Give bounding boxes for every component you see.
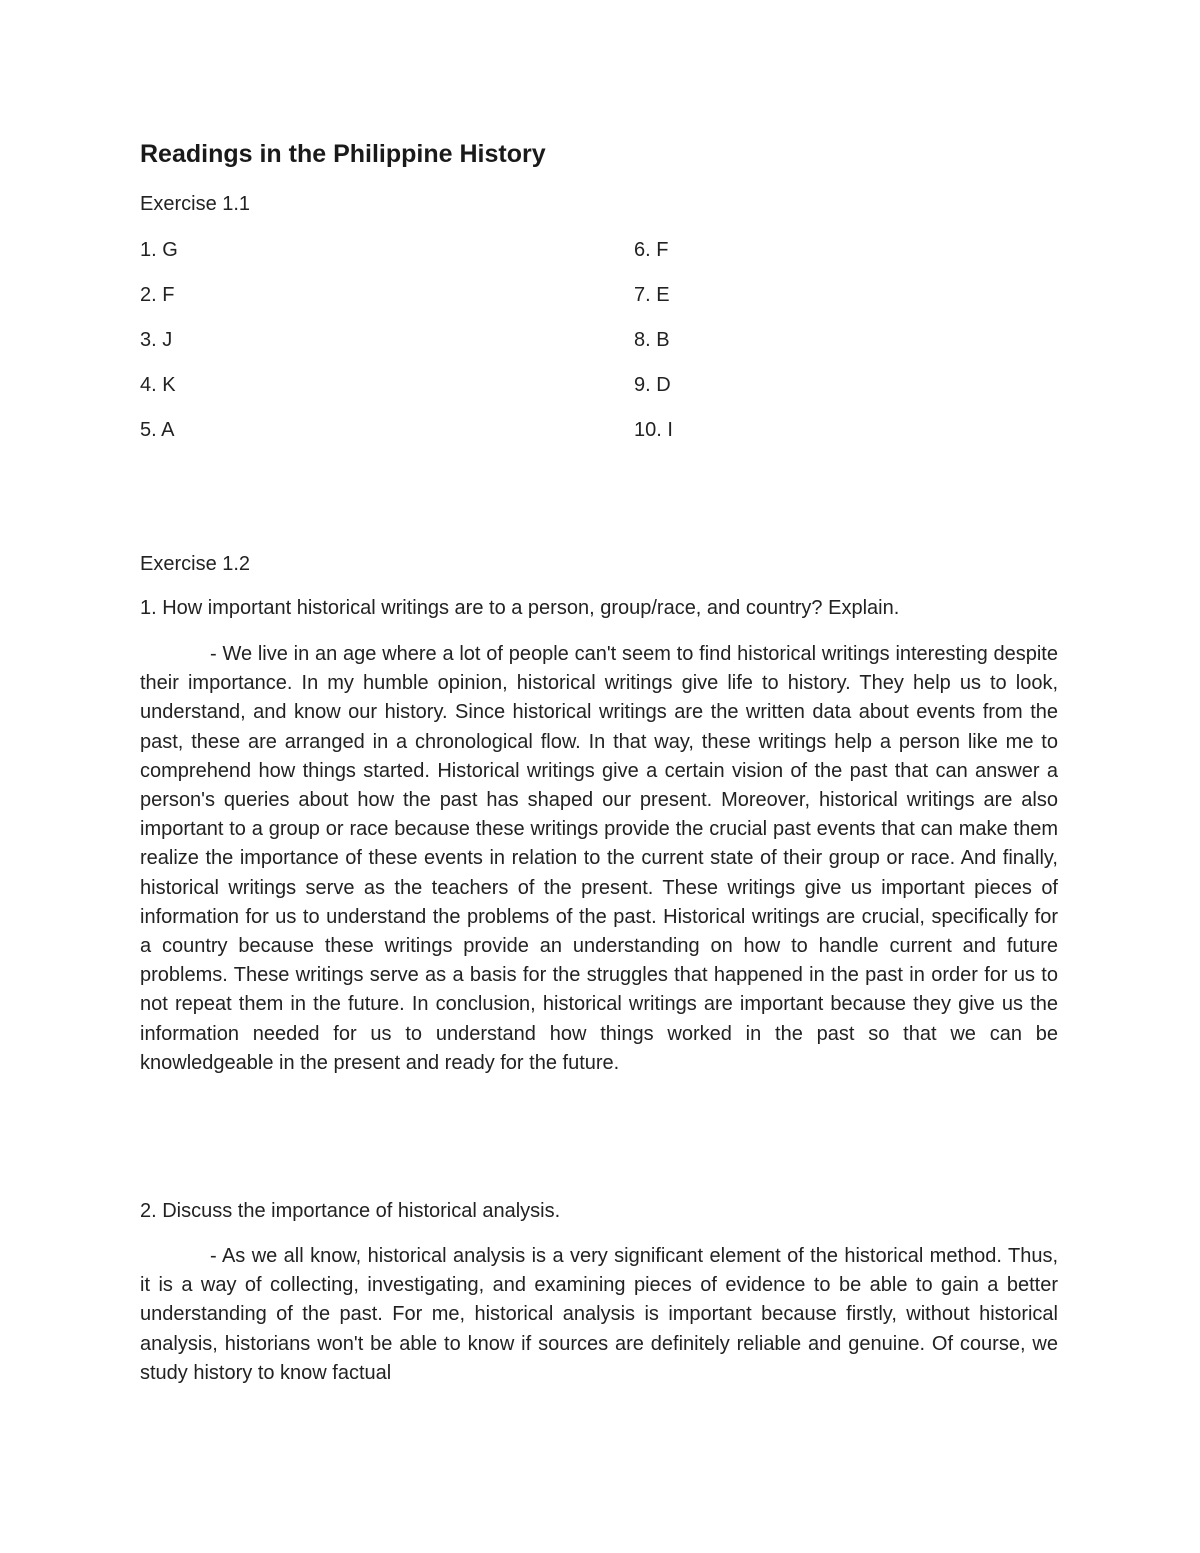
exercise-1-2-heading: Exercise 1.2 — [140, 553, 251, 575]
answer-item: 9. D — [634, 374, 671, 396]
answer-item: 6. F — [634, 239, 669, 261]
answer-item: 8. B — [634, 329, 670, 351]
answer-paragraph-1: - We live in an age where a lot of people can't seem to find historical writings interesting despite their importance. In my humble opinion, historical writings give life to history. They help us to look, understand, and know our history. Since historical writings are the written data about events from the past, these are arranged in a chronological flow. In that way, these writings help a person like me to comprehend how things started. Historical writings give a certain vision of the past that can answer a person's queries about how the past has shaped our present. Moreover, historical writings are also important to a group or race because these writings provide the crucial past events that can make them realize the importance of these events in relation to the current state of their group or race. And finally, historical writings serve as the teachers of the present. These writings give us important pieces of information for us to understand the problems of the past. Historical writings are crucial, specifically for a country because these writings provide an understanding on how to handle current and future problems. These writings serve as a basis for the struggles that happened in the past in order for us to not repeat them in the future. In conclusion, historical writings are important because they give us the information needed for us to understand how things worked in the past so that we can be knowledgeable in the present and ready for the future. — [140, 643, 1058, 1074]
answer-item: 10. I — [634, 419, 673, 441]
answer-paragraph-2: - As we all know, historical analysis is a very significant element of the historical method. Thus, it is a way of collecting, investigating, and examining pieces of evidence to be able to gain a better understanding of the past. For me, historical analysis is important because firstly, without historical analysis, historians won't be able to know if sources are definitely reliable and genuine. Of course, we study history to know factual — [140, 1245, 1058, 1384]
document-title: Readings in the Philippine History — [140, 140, 546, 168]
question-2: 2. Discuss the importance of historical analysis. — [140, 1200, 561, 1222]
question-1: 1. How important historical writings are to a person, group/race, and country? Explain. — [140, 597, 900, 619]
answer-item: 4. K — [140, 374, 176, 396]
answer-item: 5. A — [140, 419, 175, 441]
answer-item: 3. J — [140, 329, 173, 351]
exercise-1-1-heading: Exercise 1.1 — [140, 193, 251, 215]
answer-item: 2. F — [140, 284, 175, 306]
answer-item: 1. G — [140, 239, 178, 261]
answer-item: 7. E — [634, 284, 670, 306]
